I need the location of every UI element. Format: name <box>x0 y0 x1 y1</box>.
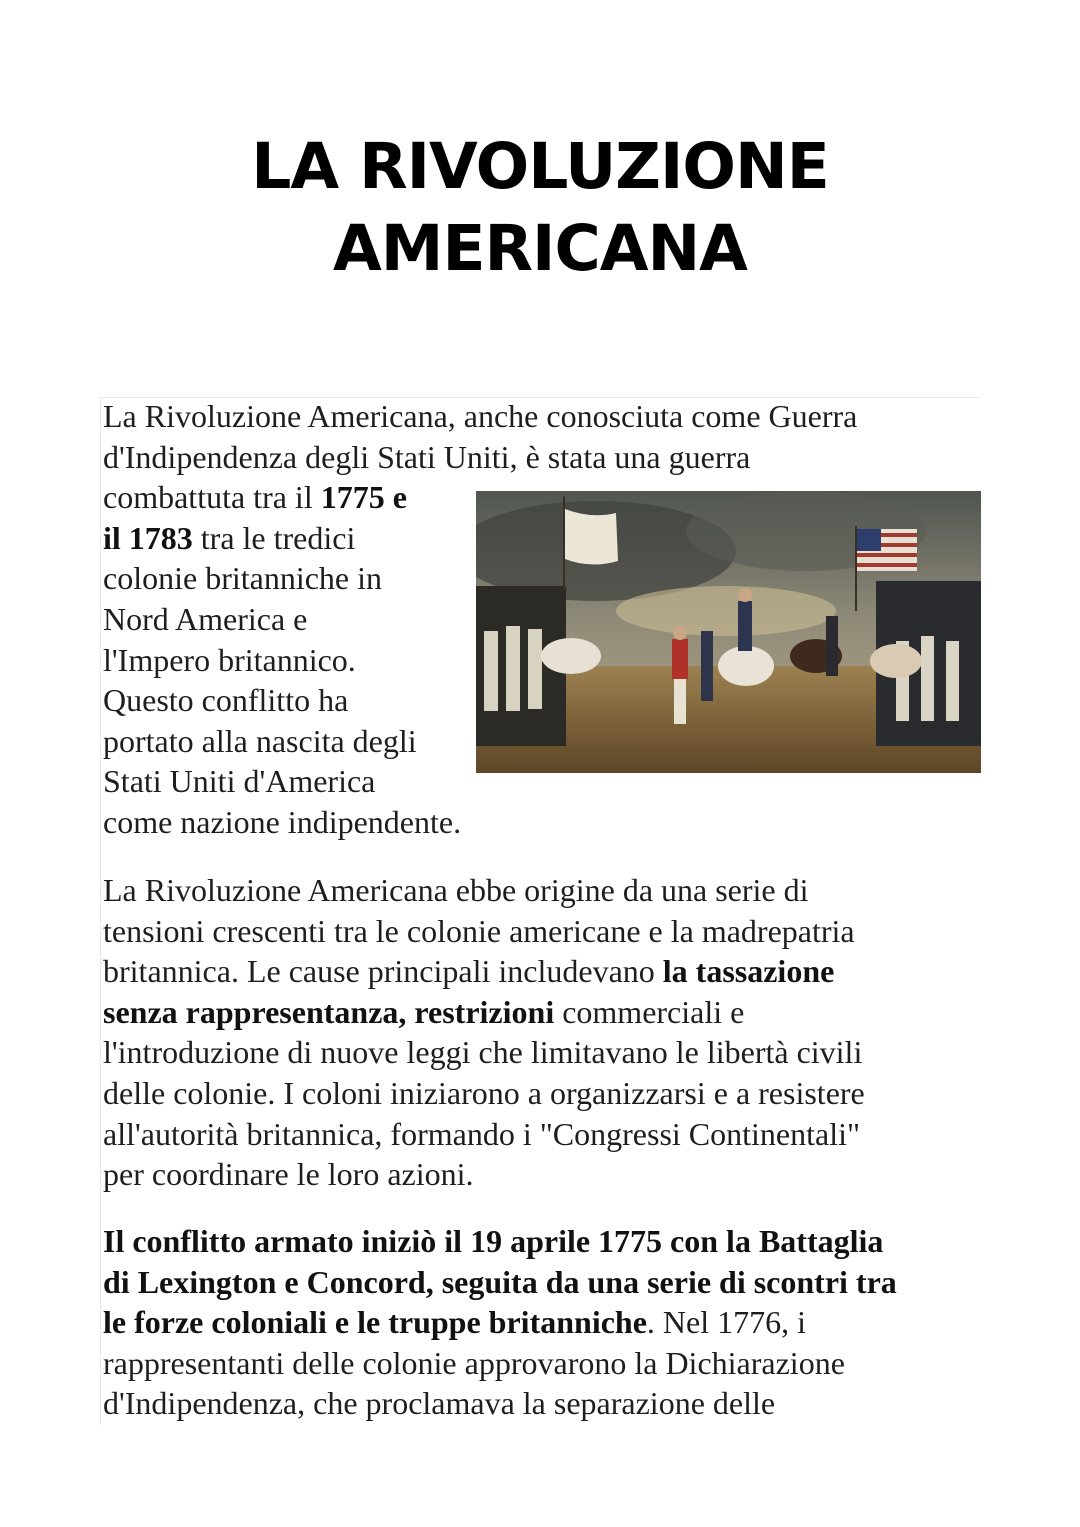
text-line: l'Impero britannico. <box>103 641 356 678</box>
text-run: commerciali e <box>554 993 745 1030</box>
text-line <box>103 992 963 1033</box>
text-line: d'Indipendenza, che proclamava la separazione delle <box>103 1385 776 1422</box>
text-line: come nazione indipendente. <box>103 803 462 840</box>
title-line-1: LA RIVOLUZIONE <box>251 130 829 203</box>
bold-text: la tassazione <box>662 953 835 990</box>
title-line-2: AMERICANA <box>333 212 747 285</box>
bold-text: di Lexington e Concord, seguita da una serie di scontri tra <box>103 1263 897 1300</box>
text-line <box>103 1302 963 1343</box>
paragraph-causes <box>103 870 963 1195</box>
bold-text: Il conflitto armato iniziò il 19 aprile 1775 con la Battaglia <box>103 1223 884 1259</box>
text-line <box>103 1221 963 1262</box>
text-line: rappresentanti delle colonie approvarono la Dichiarazione <box>103 1344 845 1381</box>
text-line <box>103 951 963 992</box>
page-title <box>0 126 1080 290</box>
text-line: tensioni crescenti tra le colonie americane e la madrepatria <box>103 912 855 949</box>
text-line: d'Indipendenza degli Stati Uniti, è stata una guerra <box>103 438 751 475</box>
painting-illustration <box>476 491 981 773</box>
text-run: combattuta tra il <box>103 479 321 516</box>
text-line: per coordinare le loro azioni. <box>103 1156 474 1193</box>
bold-text: 1775 e <box>320 479 407 516</box>
text-line: all'autorità britannica, formando i "Congressi Continentali" <box>103 1115 861 1152</box>
paragraph-conflict <box>103 1221 963 1424</box>
text-run: britannica. Le cause principali includevano <box>103 953 663 990</box>
painting-surrender-icon <box>476 491 981 773</box>
text-line: Stati Uniti d'America <box>103 763 376 800</box>
text-line: l'introduzione di nuove leggi che limitavano le libertà civili <box>103 1034 863 1071</box>
text-line: Questo conflitto ha <box>103 682 349 719</box>
text-line: La Rivoluzione Americana, anche conosciuta come Guerra <box>103 398 858 434</box>
text-line: La Rivoluzione Americana ebbe origine da una serie di <box>103 872 809 908</box>
bold-text: le forze coloniali e le truppe britanniche <box>103 1304 647 1341</box>
bold-text: il 1783 <box>103 519 193 556</box>
text-line: portato alla nascita degli <box>103 722 417 759</box>
text-run: tra le tredici <box>192 519 356 556</box>
text-line <box>103 1262 963 1303</box>
text-run: . Nel 1776, i <box>646 1304 806 1341</box>
text-line: delle colonie. I coloni iniziarono a organizzarsi e a resistere <box>103 1074 865 1111</box>
text-line: colonie britanniche in <box>103 560 383 597</box>
bold-text: senza rappresentanza, restrizioni <box>103 993 555 1030</box>
text-line: Nord America e <box>103 600 308 637</box>
